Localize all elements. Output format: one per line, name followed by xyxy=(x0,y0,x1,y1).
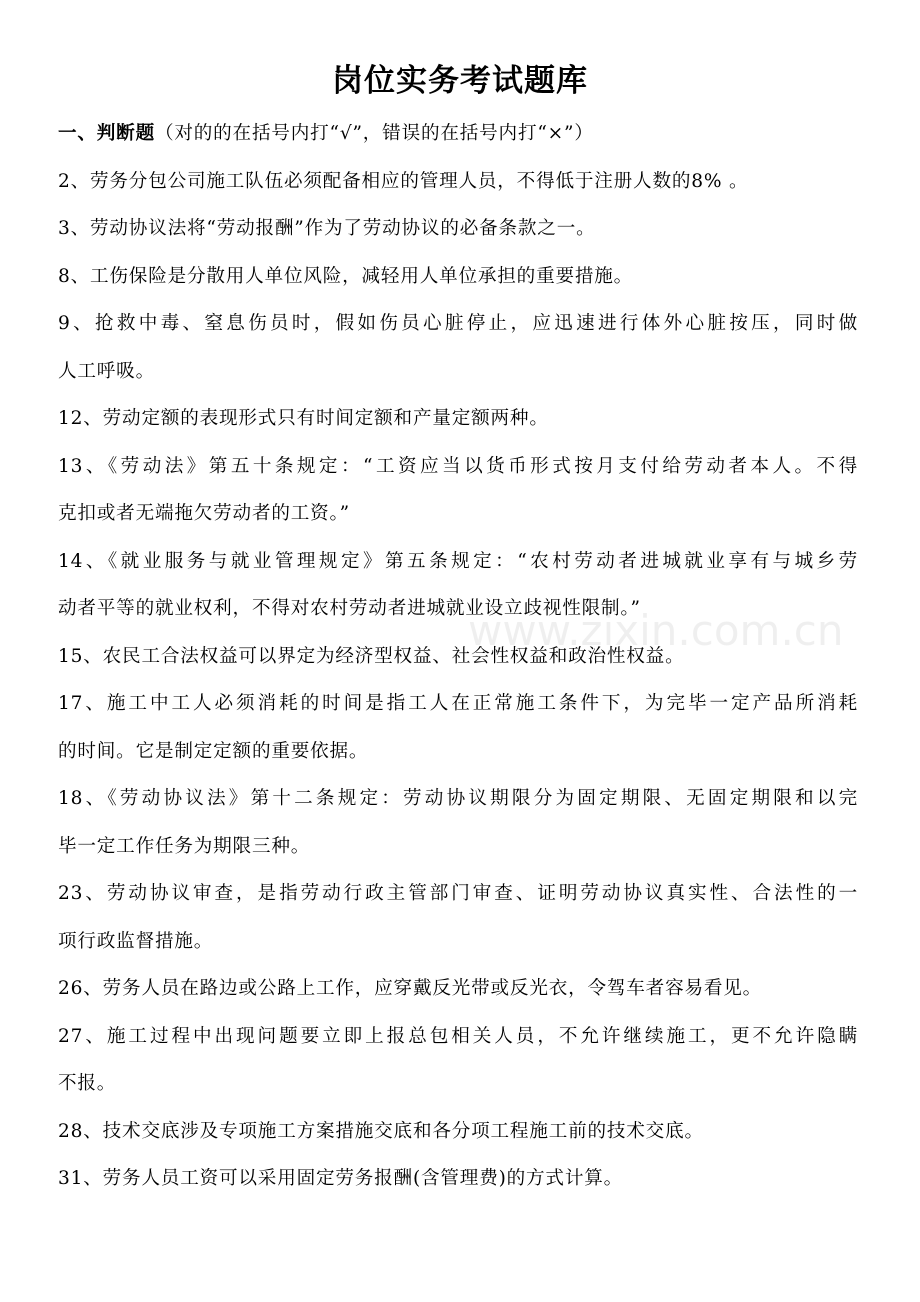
question-list xyxy=(58,110,858,1203)
question-line: 18、《劳动协议法》第十二条规定：劳动协议期限分为固定期限、无固定期限和以完 xyxy=(58,788,858,809)
question-line: 26、劳务人员在路边或公路上工作，应穿戴反光带或反光衣，令驾车者容易看见。 xyxy=(58,978,763,999)
question-line: 13、《劳动法》第五十条规定：“工资应当以货币形式按月支付给劳动者本人。不得 xyxy=(58,455,858,477)
question-line: 27、施工过程中出现问题要立即上报总包相关人员，不允许继续施工，更不允许隐瞒 xyxy=(58,1025,858,1047)
question-line: 9、抢救中毒、窒息伤员时，假如伤员心脏停止，应迅速进行体外心脏按压，同时做 xyxy=(58,313,858,334)
question-line: 15、农民工合法权益可以界定为经济型权益、社会性权益和政治性权益。 xyxy=(58,645,685,667)
section-instruction: （对的的在括号内打“√”，错误的在括号内打“×”） xyxy=(154,123,594,144)
question-line-continuation: 动者平等的就业权利，不得对农村劳动者进城就业设立歧视性限制。” xyxy=(58,598,641,619)
question-line: 28、技术交底涉及专项施工方案措施交底和各分项工程施工前的技术交底。 xyxy=(58,1120,704,1142)
question-line: 14、《就业服务与就业管理规定》第五条规定：“农村劳动者进城就业享有与城乡劳 xyxy=(58,550,858,572)
question-line: 3、劳动协议法将“劳动报酬”作为了劳动协议的必备条款之一。 xyxy=(58,218,596,239)
question-line: 31、劳务人员工资可以采用固定劳务报酬(含管理费)的方式计算。 xyxy=(58,1168,624,1189)
question-line: 2、劳务分包公司施工队伍必须配备相应的管理人员，不得低于注册人数的8% 。 xyxy=(58,170,749,192)
question-line-continuation: 人工呼吸。 xyxy=(58,360,155,382)
question-line: 17、施工中工人必须消耗的时间是指工人在正常施工条件下，为完毕一定产品所消耗 xyxy=(58,693,858,714)
question-line-continuation: 不报。 xyxy=(58,1073,117,1094)
question-line: 8、工伤保险是分散用人单位风险，减轻用人单位承担的重要措施。 xyxy=(58,265,634,287)
question-line-continuation: 项行政监督措施。 xyxy=(58,930,214,952)
question-line-continuation: 的时间。它是制定定额的重要依据。 xyxy=(58,740,369,762)
section-header xyxy=(58,110,858,158)
question-line: 12、劳动定额的表现形式只有时间定额和产量定额两种。 xyxy=(58,408,549,429)
page-title: 岗位实务考试题库 xyxy=(332,63,588,99)
section-heading: 一、判断题 xyxy=(58,123,155,144)
watermark: www.zixin.com.cn xyxy=(468,606,844,655)
question-line: 23、劳动协议审查，是指劳动行政主管部门审查、证明劳动协议真实性、合法性的一 xyxy=(58,883,858,904)
question-line-continuation: 克扣或者无端拖欠劳动者的工资。” xyxy=(58,503,350,524)
question-line-continuation: 毕一定工作任务为期限三种。 xyxy=(58,835,311,857)
